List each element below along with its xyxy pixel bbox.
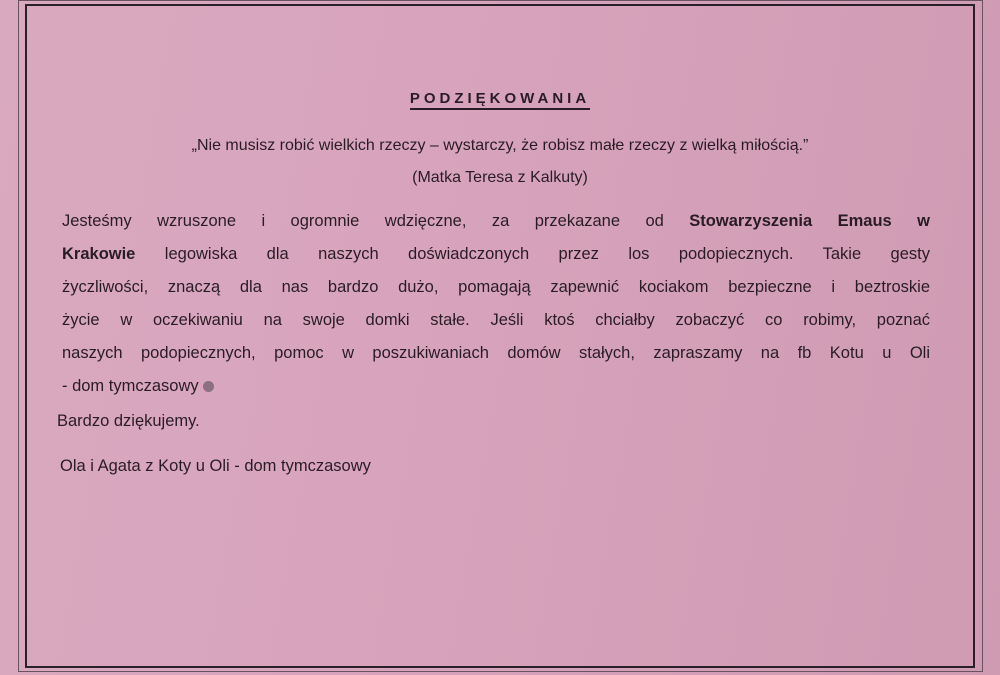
document-title	[0, 90, 1000, 107]
signature-text: Ola i Agata z Koty u Oli - dom tymczasowy	[60, 457, 371, 475]
quote-block	[0, 130, 1000, 194]
thanks-text: Bardzo dziękujemy.	[57, 412, 200, 430]
body-paragraph	[62, 205, 930, 403]
paragraph-line: życzliwości, znaczą dla nas bardzo dużo, pomagają zapewnić kociakom bezpieczne i beztroskie	[62, 278, 930, 296]
title-text: PODZIĘKOWANIA	[410, 90, 590, 110]
paragraph-line: Jesteśmy wzruszone i ogromnie wdzięczne, za przekazane od Stowarzyszenia Emaus w	[62, 212, 930, 230]
smiley-icon	[203, 381, 214, 392]
quote-text: „Nie musisz robić wielkich rzeczy – wystarczy, że robisz małe rzeczy z wielką miłością.”	[191, 137, 809, 154]
quote-author: (Matka Teresa z Kalkuty)	[412, 169, 588, 186]
paragraph-line: naszych podopiecznych, pomoc w poszukiwaniach domów stałych, zapraszamy na fb Kotu u Oli	[62, 344, 930, 362]
paragraph-line: życie w oczekiwaniu na swoje domki stałe. Jeśli ktoś chciałby zobaczyć co robimy, poznać	[62, 311, 930, 329]
paragraph-line: Krakowie legowiska dla naszych doświadczonych przez los podopiecznych. Takie gesty	[62, 245, 930, 263]
paragraph-line: - dom tymczasowy	[62, 370, 930, 403]
